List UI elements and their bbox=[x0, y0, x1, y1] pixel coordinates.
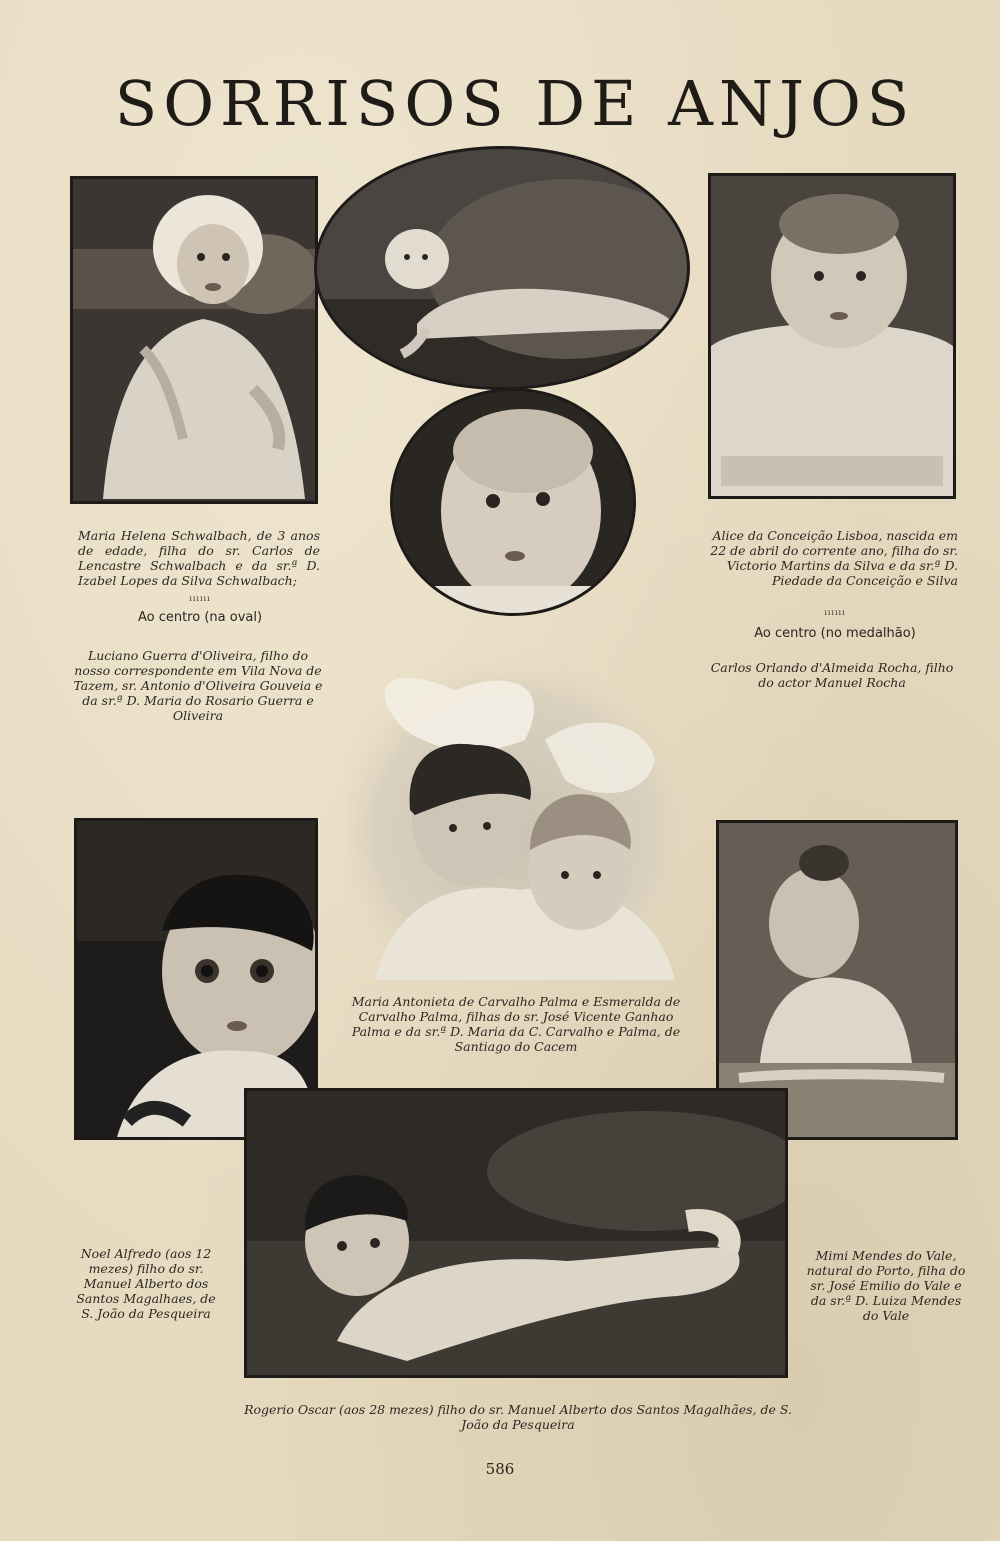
photo-alice bbox=[708, 173, 956, 499]
divider-left-1: ıııııı bbox=[189, 594, 211, 603]
heading-ao-centro-oval: Ao centro (na oval) bbox=[137, 610, 263, 625]
caption-luciano: Luciano Guerra d'Oliveira, filho do nosso correspondente em Vila Nova de Tazem, sr. Antonio d'Oliveira Gouveia e da sr.ª D. Maria do Rosario Guerra e Oliveira bbox=[73, 648, 323, 723]
photo-maria-helena bbox=[70, 176, 318, 504]
caption-carlos: Carlos Orlando d'Almeida Rocha, filho do actor Manuel Rocha bbox=[710, 660, 954, 690]
page-number: 586 bbox=[485, 1460, 515, 1478]
oval-photo-luciano bbox=[314, 146, 690, 390]
vignette-photo-maria-antonieta bbox=[345, 650, 685, 980]
caption-alice: Alice da Conceição Lisboa, nascida em 22 de abril do corrente ano, filha do sr. Victorio Martins da Silva e da sr.ª D. Piedade da Conceição e Silva bbox=[710, 528, 958, 588]
caption-rogerio: Rogerio Oscar (aos 28 mezes) filho do sr. Manuel Alberto dos Santos Magalhães, de S. João da Pesqueira bbox=[244, 1402, 792, 1432]
heading-ao-centro-medalhao: Ao centro (no medalhão) bbox=[754, 626, 916, 641]
divider-right-1: ıııııı bbox=[824, 608, 846, 617]
caption-maria-helena: Maria Helena Schwalbach, de 3 anos de edade, filha do sr. Carlos de Lencastre Schwalbach e da sr.ª D. Izabel Lopes da Silva Schwalbach; bbox=[78, 528, 320, 588]
caption-mimi: Mimi Mendes do Vale, natural do Porto, filha do sr. José Emilio do Vale e da sr.ª D. Luiza Mendes do Vale bbox=[806, 1248, 966, 1323]
photo-rogerio bbox=[244, 1088, 788, 1378]
caption-noel: Noel Alfredo (aos 12 mezes) filho do sr. Manuel Alberto dos Santos Magalhaes, de S. João da Pesqueira bbox=[76, 1246, 216, 1321]
caption-maria-antonieta: Maria Antonieta de Carvalho Palma e Esmeralda de Carvalho Palma, filhas do sr. José Vicente Ganhao Palma e da sr.ª D. Maria da C. Carvalho e Palma, de Santiago do Cacem bbox=[351, 994, 681, 1054]
page-title: SORRISOS DE ANJOS bbox=[114, 67, 916, 140]
medallion-photo-carlos bbox=[390, 388, 636, 616]
